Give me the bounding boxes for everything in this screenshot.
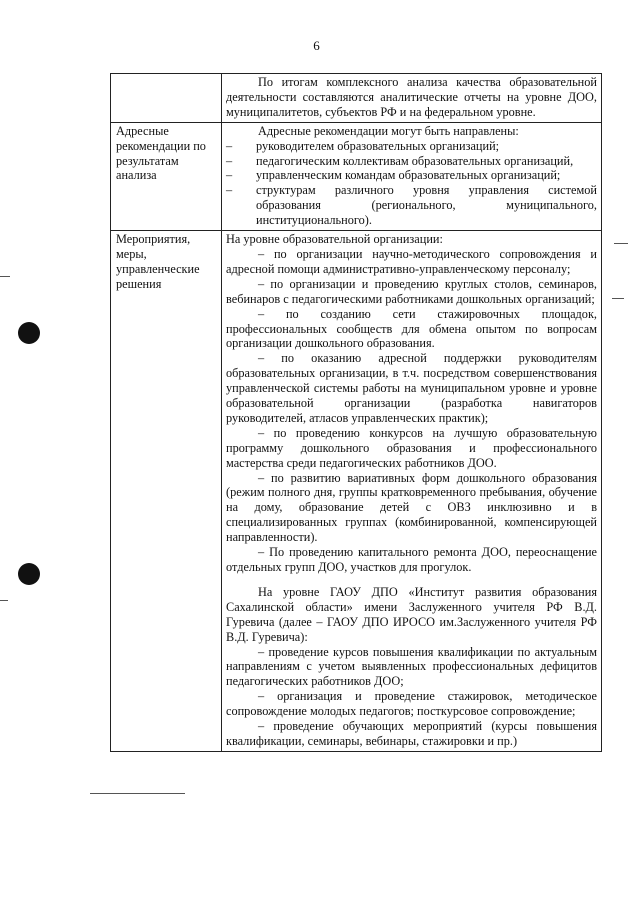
section-heading: На уровне ГАОУ ДПО «Институт развития образования Сахалинской области» имени Заслуженного учителя РФ В.Д. Гуревича (далее – ГАОУ ДПО ИРОСО им.Заслуженного учителя РФ В.Д. Гуревича): (226, 584, 597, 644)
row-content (222, 74, 602, 123)
bullet-marker: – (226, 183, 233, 198)
row-label (111, 74, 222, 123)
punch-hole (18, 563, 40, 585)
row-content (222, 231, 602, 752)
paragraph: – по созданию сети стажировочных площадок, профессиональных сообществ для обмена опытом по вопросам организации дошкольного образования. (226, 306, 597, 351)
bullet-marker: – (226, 168, 233, 183)
margin-mark (0, 600, 8, 601)
row-content (222, 122, 602, 230)
document-table (110, 73, 602, 752)
bullet-marker: – (226, 153, 233, 168)
punch-hole (18, 322, 40, 344)
table-row (111, 74, 602, 123)
list-item-text: структурам различного уровня управления системой образования (регионального, муниципального, институционального). (256, 183, 597, 228)
list-item-text: педагогическим коллективам образовательных организаций, (256, 153, 574, 168)
paragraph: Адресные рекомендации могут быть направлены: (258, 123, 519, 138)
section-heading: На уровне образовательной организации: (226, 232, 443, 247)
list-item-text: руководителем образовательных организаций; (256, 138, 500, 153)
paragraph: – по организации научно-методического сопровождения и адресной помощи административно-управленческому персоналу; (226, 246, 597, 276)
list-item (226, 139, 597, 154)
paragraph: – по развитию вариативных форм дошкольного образования (режим полного дня, группы кратковременного пребывания, обучение на дому, образование детей с ОВЗ инклюзивно и в специализированных группах (комбинированной, компенсирующей направленности). (226, 470, 597, 545)
paragraph: – По проведению капитального ремонта ДОО, переоснащение отдельных групп ДОО, участков для прогулок. (226, 545, 597, 574)
margin-mark (0, 276, 10, 277)
row-label: Мероприятия, меры, управленческие решения (111, 231, 222, 752)
table-row (111, 122, 602, 230)
paragraph: – проведение обучающих мероприятий (курсы повышения квалификации, семинары, вебинары, стажировки и пр.) (226, 719, 597, 748)
margin-mark (614, 243, 628, 244)
list-item (226, 154, 597, 169)
paragraph: – проведение курсов повышения квалификации по актуальным направлениям с учетом выявленных профессиональных дефицитов педагогических работников ДОО; (226, 644, 597, 689)
list-item (226, 183, 597, 228)
margin-mark (90, 793, 185, 794)
table-row (111, 231, 602, 752)
paragraph: По итогам комплексного анализа качества образовательной деятельности составляются аналитические отчеты на уровне ДОО, муниципалитетов, субъектов РФ и на федеральном уровне. (226, 75, 597, 119)
list-item-text: управленческим командам образовательных организаций; (256, 168, 561, 183)
paragraph: – организация и проведение стажировок, методическое сопровождение молодых педагогов; посткурсовое сопровождение; (226, 689, 597, 719)
margin-mark (612, 298, 624, 299)
row-label: Адресные рекомендации по результатам анализа (111, 122, 222, 230)
paragraph: – по оказанию адресной поддержки руководителям образовательных организации, в т.ч. посредством совершенствования управленческой системы работы на муниципальном уровне и уровне образовательной организации (разработка навигаторов руководителей, атласов управленческих практик); (226, 351, 597, 425)
spacer (226, 575, 597, 585)
bullet-marker: – (226, 138, 233, 153)
page-number: 6 (313, 38, 320, 53)
list-item (226, 168, 597, 183)
paragraph: – по организации и проведению круглых столов, семинаров, вебинаров с педагогическими работниками дошкольных организаций; (226, 276, 597, 306)
paragraph: – по проведению конкурсов на лучшую образовательную программу дошкольного образования и профессионального мастерства среди педагогических работников ДОО. (226, 425, 597, 470)
